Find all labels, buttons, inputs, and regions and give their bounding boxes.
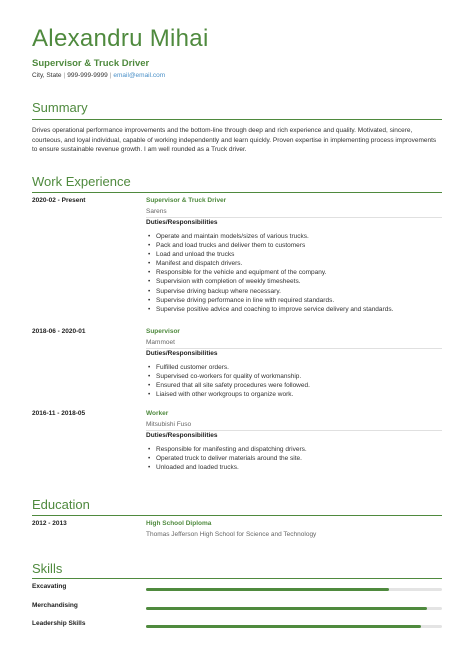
- skill-row: [32, 620, 442, 632]
- list-item: • Ensured that all site safety procedures were followed.: [146, 381, 310, 390]
- duties-list: [146, 232, 393, 314]
- email-link[interactable]: email@email.com: [113, 72, 166, 79]
- skill-row: [32, 583, 442, 595]
- job-company: Sarens: [146, 208, 167, 215]
- job-divider: [146, 430, 442, 431]
- section-divider: [32, 119, 442, 120]
- section-title-summary: Summary: [32, 100, 88, 115]
- skill-name: Merchandising: [32, 602, 78, 609]
- list-item: • Operate and maintain models/sizes of various trucks.: [146, 232, 393, 241]
- duties-label: Duties/Responsibilities: [146, 432, 218, 439]
- duties-label: Duties/Responsibilities: [146, 219, 218, 226]
- skill-level-track: [146, 625, 442, 628]
- skill-level-track: [146, 607, 442, 610]
- skill-level-fill: [146, 625, 421, 628]
- job-company: Mammoet: [146, 339, 175, 346]
- section-title-experience: Work Experience: [32, 174, 131, 189]
- section-title-skills: Skills: [32, 561, 63, 576]
- job-title: Worker: [146, 410, 169, 417]
- list-item: • Operated truck to deliver materials around the site.: [146, 454, 307, 463]
- job-divider: [146, 217, 442, 218]
- candidate-name: Alexandru Mihai: [32, 25, 209, 52]
- skill-row: [32, 602, 442, 614]
- job-dates: 2018-06 - 2020-01: [32, 328, 86, 335]
- duties-list: [146, 363, 310, 399]
- list-item: • Pack and load trucks and deliver them to customers: [146, 241, 393, 250]
- job-dates: 2016-11 - 2018-05: [32, 410, 86, 417]
- skill-level-track: [146, 588, 442, 591]
- job-entry: [32, 410, 442, 480]
- list-item: • Manifest and dispatch drivers.: [146, 259, 393, 268]
- education-school: Thomas Jefferson High School for Science and Technology: [146, 531, 317, 538]
- section-divider: [32, 515, 442, 516]
- summary-text: Drives operational performance improvements and the bottom-line through deep and rich experience and quality. Motivated, sincere, courteous, and loyal individual, capable of working independently and learn quickly. Proven expertise in implementing process improvements to ensure sustainable revenue growth. I am well rounded as a Truck driver.: [32, 127, 437, 153]
- education-entry: [32, 520, 442, 544]
- location-text: City, State: [32, 72, 62, 79]
- list-item: • Supervision with completion of weekly timesheets.: [146, 277, 393, 286]
- skill-name: Excavating: [32, 583, 67, 590]
- list-item: • Responsible for the vehicle and equipment of the company.: [146, 268, 393, 277]
- job-company: Mitsubishi Fuso: [146, 421, 192, 428]
- job-entry: [32, 197, 442, 323]
- job-title: Supervisor: [146, 328, 180, 335]
- candidate-title: Supervisor & Truck Driver: [32, 58, 150, 69]
- contact-separator: |: [63, 72, 66, 79]
- duties-label: Duties/Responsibilities: [146, 350, 218, 357]
- contact-separator: |: [109, 72, 112, 79]
- phone-text: 999-999-9999: [67, 72, 108, 79]
- section-divider: [32, 578, 442, 579]
- skill-level-fill: [146, 588, 389, 591]
- job-title: Supervisor & Truck Driver: [146, 197, 227, 204]
- section-divider: [32, 192, 442, 193]
- job-entry: [32, 328, 442, 399]
- list-item: • Supervised co-workers for quality of workmanship.: [146, 372, 310, 381]
- contact-line: [32, 72, 165, 79]
- list-item: • Fulfilled customer orders.: [146, 363, 310, 372]
- duties-list: [146, 445, 307, 472]
- list-item: • Load and unload the trucks: [146, 250, 393, 259]
- section-title-education: Education: [32, 497, 90, 512]
- job-dates: 2020-02 - Present: [32, 197, 86, 204]
- list-item: • Liaised with other workgroups to organize work.: [146, 390, 310, 399]
- skill-level-fill: [146, 607, 427, 610]
- education-degree: High School Diploma: [146, 520, 212, 527]
- education-dates: 2012 - 2013: [32, 520, 67, 527]
- list-item: • Supervise driving performance in line with required standards.: [146, 296, 393, 305]
- list-item: • Supervise positive advice and coaching to improve service delivery and standards.: [146, 305, 393, 314]
- skill-name: Leadership Skills: [32, 620, 86, 627]
- list-item: • Responsible for manifesting and dispatching drivers.: [146, 445, 307, 454]
- list-item: • Supervise driving backup where necessary.: [146, 287, 393, 296]
- job-divider: [146, 348, 442, 349]
- list-item: • Unloaded and loaded trucks.: [146, 463, 307, 472]
